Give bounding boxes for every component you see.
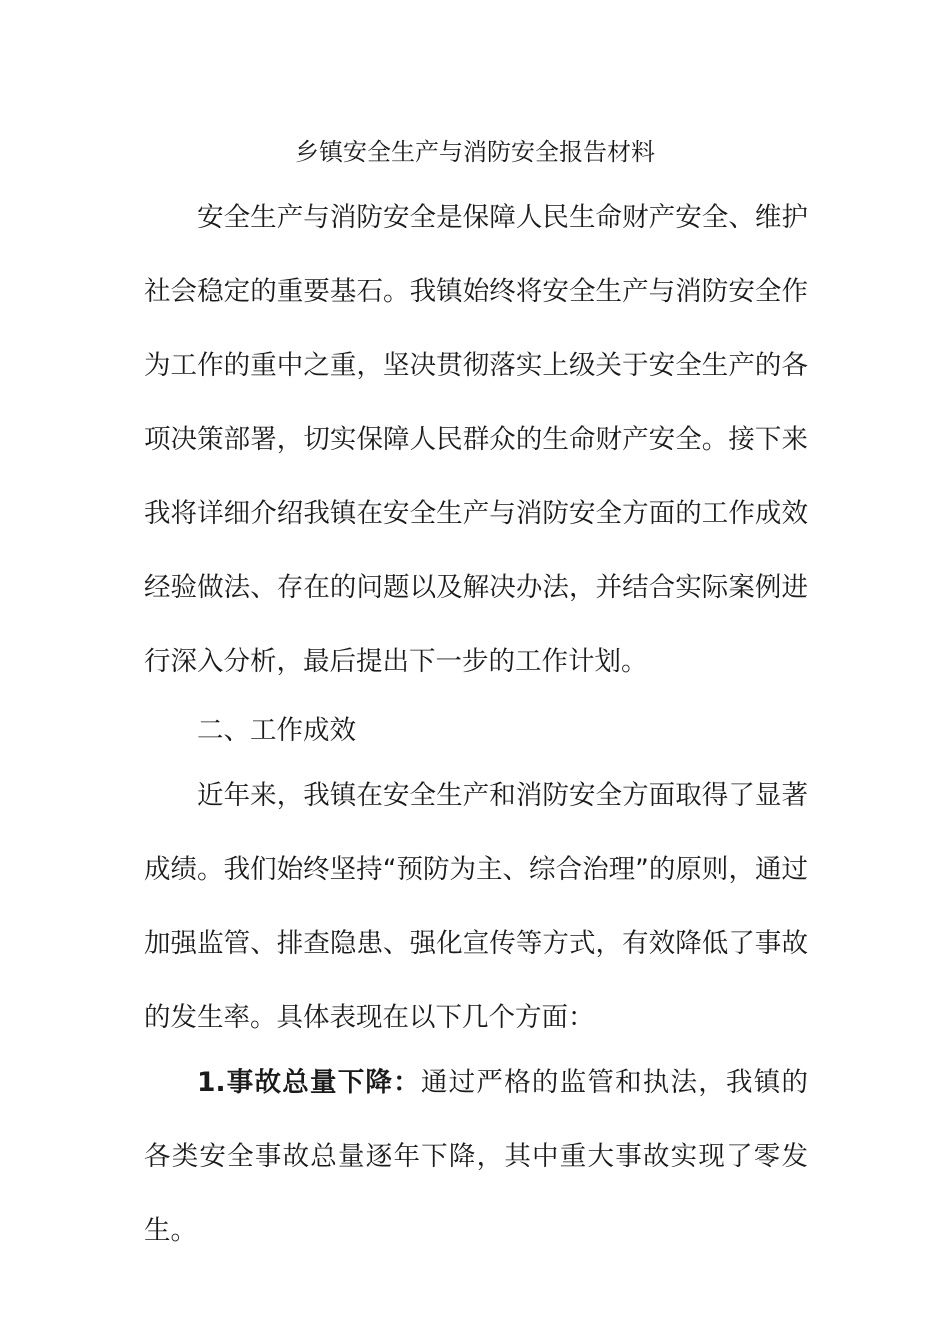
item-1-paragraph bbox=[144, 1046, 808, 1268]
section-heading: 二、工作成效 bbox=[197, 715, 356, 746]
item-1-label: 1.事故总量下降： bbox=[197, 1067, 421, 1098]
intro-paragraph: 安全生产与消防安全是保障人民生命财产安全、维护社会稳定的重要基石。我镇始终将安全生产与消防安全作为工作的重中之重，坚决贯彻落实上级关于安全生产的各项决策部署，切实保障人民群众的生命财产安全。接下来我将详细介绍我镇在安全生产与消防安全方面的工作成效经验做法、存在的问题以及解决办法，并结合实际案例进行深入分析，最后提出下一步的工作计划。 bbox=[144, 202, 808, 677]
document-title: 乡镇安全生产与消防安全报告材料 bbox=[295, 138, 655, 166]
item-1-text: 通过严格的监管和执法，我镇的各类安全事故总量逐年下降，其中重大事故实现了零发生。 bbox=[144, 1067, 808, 1246]
section-paragraph: 近年来，我镇在安全生产和消防安全方面取得了显著成绩。我们始终坚持“预防为主、综合治理”的原则，通过加强监管、排查隐患、强化宣传等方式，有效降低了事故的发生率。具体表现在以下几个方面： bbox=[144, 780, 808, 1033]
